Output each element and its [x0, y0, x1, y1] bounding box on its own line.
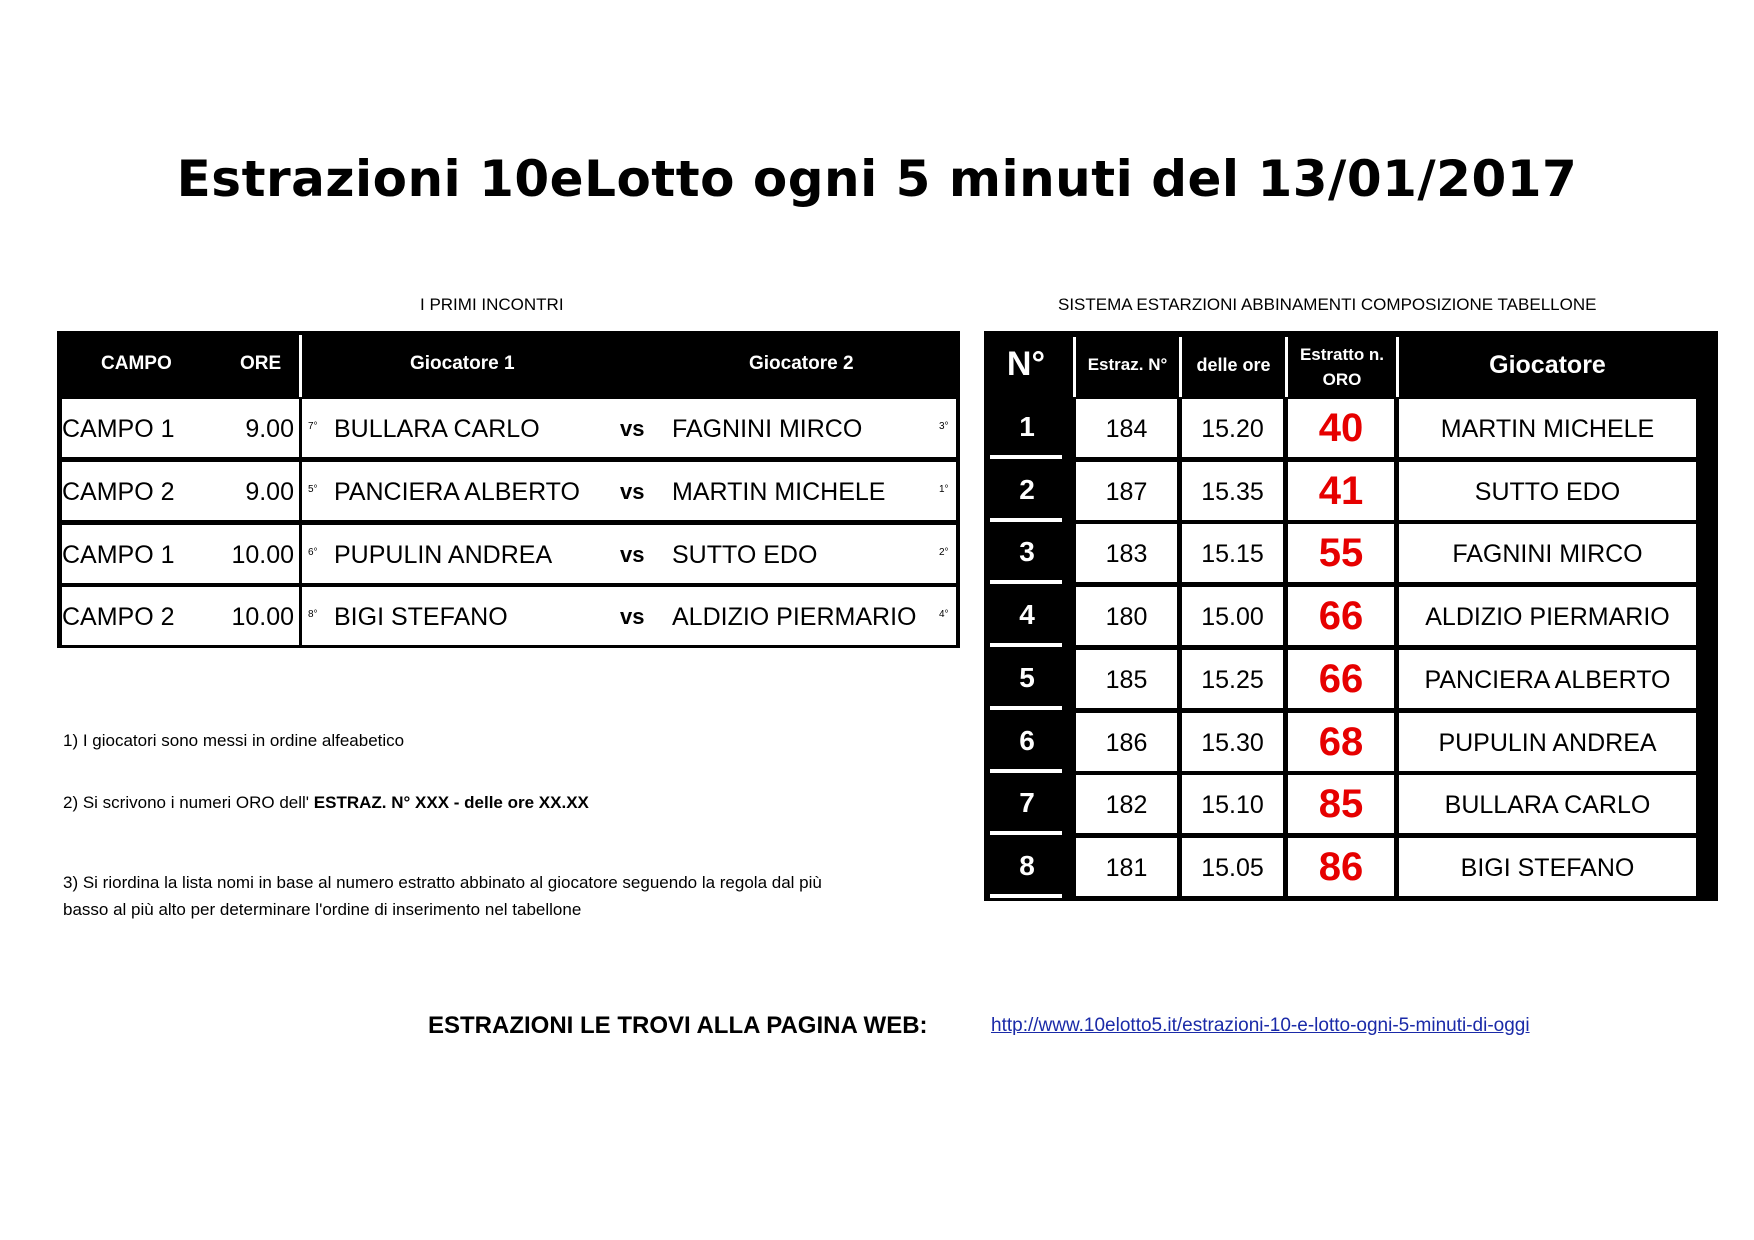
- draw-row: [1076, 462, 1696, 520]
- draw-oro-number: 41: [1288, 462, 1394, 520]
- draw-row: [1076, 713, 1696, 771]
- draw-row: [1076, 587, 1696, 645]
- draw-rank: 6: [1019, 725, 1035, 756]
- draw-rank-underline: [990, 706, 1062, 710]
- draws-table: [984, 331, 1718, 901]
- draw-rank: 1: [1019, 411, 1035, 442]
- match-rank-2: 2°: [939, 547, 949, 558]
- page-title: Estrazioni 10eLotto ogni 5 minuti del 13/01/2017: [176, 150, 1578, 208]
- match-rank-1: 7°: [308, 421, 318, 432]
- match-player-2: ALDIZIO PIERMARIO: [672, 603, 917, 631]
- draw-oro-number: 68: [1288, 713, 1394, 771]
- match-player-1: PUPULIN ANDREA: [334, 541, 553, 569]
- draw-estraz: 181: [1076, 838, 1177, 896]
- note-1: 1) I giocatori sono messi in ordine alfeabetico: [63, 731, 405, 750]
- header-giocatore-1: Giocatore 1: [410, 353, 515, 374]
- draw-giocatore: FAGNINI MIRCO: [1399, 524, 1696, 582]
- draw-row: [1076, 524, 1696, 582]
- draw-row: [1076, 650, 1696, 708]
- draw-rank: 2: [1019, 474, 1035, 505]
- match-player-1: PANCIERA ALBERTO: [334, 478, 580, 506]
- draw-rank-underline: [990, 831, 1062, 835]
- draw-ore: 15.10: [1182, 775, 1283, 833]
- draw-ore: 15.30: [1182, 713, 1283, 771]
- note-2: 2) Si scrivono i numeri ORO dell' ESTRAZ. N° XXX - delle ore XX.XX: [63, 793, 589, 812]
- matches-table: [57, 331, 960, 648]
- match-ore: 10.00: [231, 603, 294, 631]
- draw-giocatore: BULLARA CARLO: [1399, 775, 1696, 833]
- match-rank-2: 3°: [939, 421, 949, 432]
- draws-table-header: [984, 331, 1718, 399]
- draw-ore: 15.15: [1182, 524, 1283, 582]
- draw-rank: 7: [1019, 787, 1035, 818]
- draw-ore: 15.00: [1182, 587, 1283, 645]
- draw-row: [1076, 838, 1696, 896]
- draw-ore: 15.35: [1182, 462, 1283, 520]
- draw-oro-number: 55: [1288, 524, 1394, 582]
- draw-estraz: 187: [1076, 462, 1177, 520]
- match-campo: CAMPO 2: [62, 478, 175, 506]
- match-rank-1: 5°: [308, 484, 318, 495]
- draw-giocatore: PANCIERA ALBERTO: [1399, 650, 1696, 708]
- note-3: 3) Si riordina la lista nomi in base al numero estratto abbinato al giocatore seguendo la regola dal più basso al più alto per determinare l'ordine di inserimento nel tabellone: [63, 873, 822, 919]
- draw-rank-underline: [990, 580, 1062, 584]
- header-ore: ORE: [240, 353, 282, 374]
- match-rank-2: 4°: [939, 609, 949, 620]
- draw-oro-number: 85: [1288, 775, 1394, 833]
- draw-estraz: 180: [1076, 587, 1177, 645]
- draw-ore: 15.05: [1182, 838, 1283, 896]
- matches-caption: I PRIMI INCONTRI: [420, 295, 564, 314]
- draw-giocatore: MARTIN MICHELE: [1399, 399, 1696, 457]
- match-vs: vs: [620, 542, 645, 567]
- match-ore: 9.00: [245, 478, 294, 506]
- match-rank-1: 8°: [308, 609, 318, 620]
- matches-table-header: [57, 331, 960, 399]
- header-giocatore-2: Giocatore 2: [749, 353, 854, 374]
- match-divider: [299, 525, 302, 583]
- draw-rank-underline: [990, 455, 1062, 459]
- draw-row: [1076, 399, 1696, 457]
- draw-ore: 15.25: [1182, 650, 1283, 708]
- draw-rank: 8: [1019, 850, 1035, 881]
- draw-rank-underline: [990, 518, 1062, 522]
- draw-estraz: 184: [1076, 399, 1177, 457]
- header-giocatore: Giocatore: [1489, 351, 1606, 379]
- draw-oro-number: 66: [1288, 650, 1394, 708]
- footer-link[interactable]: http://www.10elotto5.it/estrazioni-10-e-lotto-ogni-5-minuti-di-oggi: [991, 1015, 1530, 1036]
- match-player-1: BULLARA CARLO: [334, 415, 540, 443]
- draw-ore: 15.20: [1182, 399, 1283, 457]
- match-row: [62, 462, 956, 520]
- match-divider: [299, 399, 302, 457]
- draw-giocatore: SUTTO EDO: [1399, 462, 1696, 520]
- match-divider: [299, 587, 302, 645]
- match-player-2: FAGNINI MIRCO: [672, 415, 863, 443]
- header-divider: [299, 335, 302, 397]
- draw-oro-number: 40: [1288, 399, 1394, 457]
- footer-label: ESTRAZIONI LE TROVI ALLA PAGINA WEB:: [428, 1012, 928, 1039]
- match-player-1: BIGI STEFANO: [334, 603, 508, 631]
- draws-caption: SISTEMA ESTARZIONI ABBINAMENTI COMPOSIZIONE TABELLONE: [1058, 295, 1597, 314]
- draw-giocatore: ALDIZIO PIERMARIO: [1399, 587, 1696, 645]
- match-campo: CAMPO 2: [62, 603, 175, 631]
- draw-giocatore: BIGI STEFANO: [1399, 838, 1696, 896]
- header-delle-ore: delle ore: [1196, 355, 1271, 375]
- match-vs: vs: [620, 416, 645, 441]
- draw-giocatore: PUPULIN ANDREA: [1399, 713, 1696, 771]
- header-estraz: Estraz. N°: [1087, 355, 1168, 374]
- draw-rank: 5: [1019, 662, 1035, 693]
- draw-rank-underline: [990, 643, 1062, 647]
- match-player-2: SUTTO EDO: [672, 541, 818, 569]
- draw-estraz: 185: [1076, 650, 1177, 708]
- draw-row: [1076, 775, 1696, 833]
- draw-rank-underline: [990, 894, 1062, 898]
- draw-oro-number: 86: [1288, 838, 1394, 896]
- draw-rank-underline: [990, 769, 1062, 773]
- match-row: [62, 525, 956, 583]
- match-row: [62, 399, 956, 457]
- match-ore: 9.00: [245, 415, 294, 443]
- match-campo: CAMPO 1: [62, 541, 175, 569]
- draw-estraz: 186: [1076, 713, 1177, 771]
- match-row: [62, 587, 956, 645]
- match-player-2: MARTIN MICHELE: [672, 478, 886, 506]
- header-campo: CAMPO: [101, 353, 172, 374]
- match-rank-2: 1°: [939, 484, 949, 495]
- match-vs: vs: [620, 479, 645, 504]
- draw-estraz: 183: [1076, 524, 1177, 582]
- header-estratto-oro: Estratto n. ORO: [1299, 345, 1385, 389]
- draw-estraz: 182: [1076, 775, 1177, 833]
- draw-rank: 3: [1019, 536, 1035, 567]
- match-ore: 10.00: [231, 541, 294, 569]
- match-divider: [299, 462, 302, 520]
- draw-oro-number: 66: [1288, 587, 1394, 645]
- match-campo: CAMPO 1: [62, 415, 175, 443]
- match-rank-1: 6°: [308, 547, 318, 558]
- match-vs: vs: [620, 604, 645, 629]
- draw-rank: 4: [1019, 599, 1035, 630]
- header-n: N°: [1006, 345, 1046, 383]
